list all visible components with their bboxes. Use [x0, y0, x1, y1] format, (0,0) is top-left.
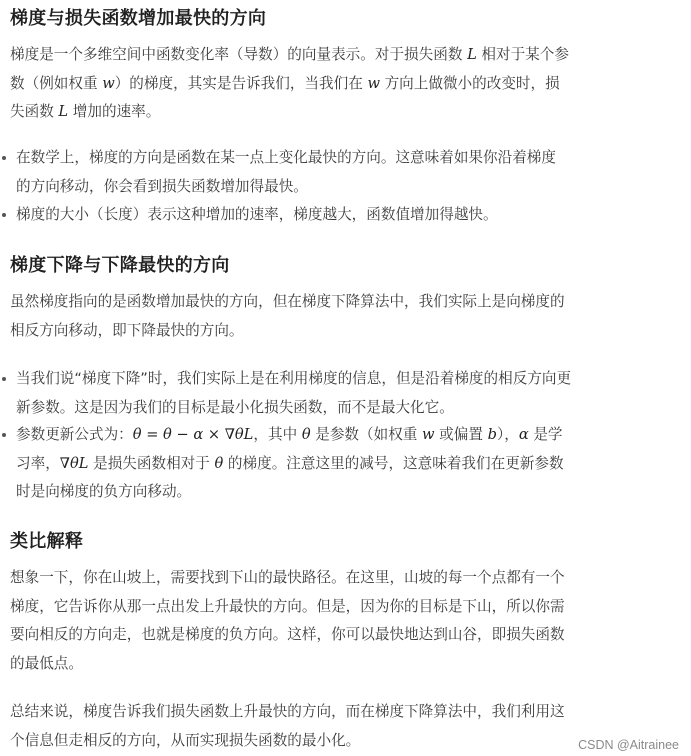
list-item: 梯度的大小（长度）表示这种增加的速率，梯度越大，函数值增加得越快。	[0, 201, 640, 230]
section-heading-analogy: 类比解释	[10, 531, 84, 552]
section3-paragraph-summary: 总结来说，梯度告诉我们损失函数上升最快的方向，而在梯度下降算法中，我们利用这 个信息但走相反的方向，从而实现损失函数的最小化。	[10, 703, 565, 749]
section3-paragraph-analogy: 想象一下，你在山坡上，需要找到下山的最快路径。在这里，山坡的每一个点都有一个 梯度，它告诉你从那一点出发上升最快的方向。但是，因为你的目标是下山，所以你需 要向相反的方向走，也就是梯度的负方向。这样，你可以最快地达到山谷，即损失函数 的最低点。	[10, 569, 565, 672]
bullet-dot	[2, 213, 6, 217]
update-formula: θ = θ − α × ∇θL	[132, 426, 254, 443]
bullet-dot	[2, 377, 6, 381]
csdn-watermark: CSDN @Aitrainee	[578, 738, 679, 752]
list-item: 在数学上，梯度的方向是函数在某一点上变化最快的方向。这意味着如果你沿着梯度 的方向移动，你会看到损失函数增加得最快。	[0, 144, 640, 201]
section-heading-gradient-increase: 梯度与损失函数增加最快的方向	[10, 8, 267, 29]
section2-paragraph: 虽然梯度指向的是函数增加最快的方向，但在梯度下降算法中，我们实际上是向梯度的 相反方向移动，即下降最快的方向。	[10, 293, 565, 339]
list-item: 当我们说“梯度下降”时，我们实际上是在利用梯度的信息，但是沿着梯度的相反方向更 新参数。这是因为我们的目标是最小化损失函数，而不是最大化它。	[0, 365, 640, 422]
section-heading-gradient-descent: 梯度下降与下降最快的方向	[10, 255, 230, 276]
section1-paragraph: 梯度是一个多维空间中函数变化率（导数）的向量表示。对于损失函数 L 相对于某个参 数（例如权重 w）的梯度，其实是告诉我们，当我们在 w 方向上做微小的改变时，损 失函数 L 增加的速率。	[10, 46, 569, 120]
bullet-dot	[2, 433, 6, 437]
list-item: 参数更新公式为：θ = θ − α × ∇θL，其中 θ 是参数（如权重 w 或偏置 b），α 是学 习率，∇θL 是损失函数相对于 θ 的梯度。注意这里的减号，这意味着我们在更新参数 时是向梯度的负方向移动。	[0, 421, 640, 507]
bullet-dot	[2, 156, 6, 160]
